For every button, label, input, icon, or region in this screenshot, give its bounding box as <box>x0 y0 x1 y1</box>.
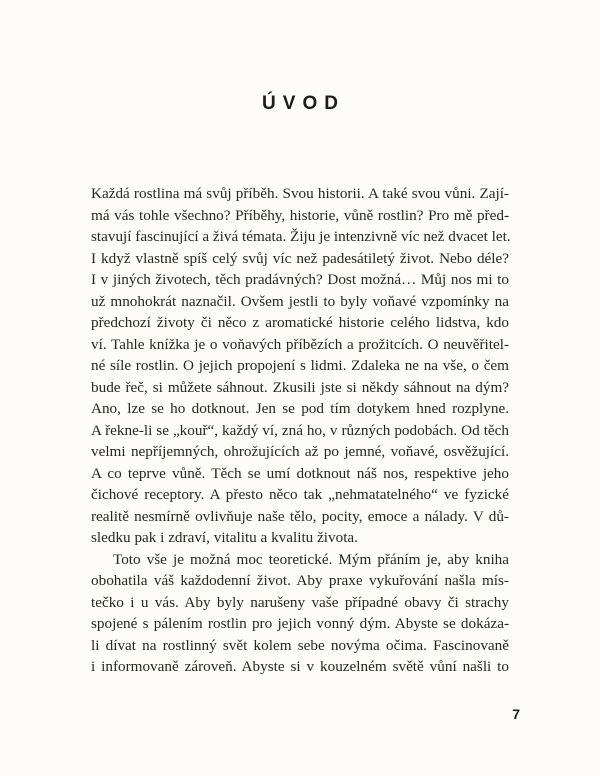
page-number: 7 <box>512 706 520 722</box>
chapter-title: ÚVOD <box>262 93 345 114</box>
text-line: Ano, lze se ho dotknout. Jen se pod tím dotykem hned rozplyne. <box>91 400 509 417</box>
text-line: A řekne-li se „kouř“, každý ví, zná ho, v různých podobách. Od těch <box>91 421 509 439</box>
paragraph-start-line: Toto vše je možná moc teoretické. Mým přáním je, aby kniha <box>113 550 509 568</box>
text-line: spojené s pálením rostlin pro jejich vonný dým. Abyste se dokáza- <box>91 615 509 632</box>
text-line: čichové receptory. A přesto něco tak „nehmatatelného“ ve fyzické <box>91 486 509 503</box>
text-line: obohatila váš každodenní život. Aby praxe vykuřování našla mís- <box>91 572 509 589</box>
text-line: tečko i u vás. Aby byly narušeny vaše případné obavy či strachy <box>91 593 509 611</box>
text-line: realitě nesmírně ovlivňuje naše tělo, pocity, emoce a nálady. V dů- <box>91 507 509 525</box>
text-line: velmi nepříjemných, ohrožujících až po jemné, voňavé, osvěžující. <box>91 443 509 460</box>
text-line: A co teprve vůně. Těch se umí dotknout náš nos, respektive jeho <box>91 464 509 482</box>
text-line: li dívat na rostlinný svět kolem sebe novýma očima. Fascinovaně <box>91 636 509 654</box>
text-line: už mnohokrát naznačil. Ovšem jestli to byly voňavé vzpomínky na <box>91 292 509 310</box>
text-line: bude řeč, si můžete sáhnout. Zkusili jste si někdy sáhnout na dým? <box>91 378 509 396</box>
text-line: Každá rostlina má svůj příběh. Svou historii. A také svou vůni. Zají- <box>91 185 509 202</box>
text-line: I když vlastně spíš celý svůj víc než padesátiletý život. Nebo déle? <box>91 249 509 267</box>
text-line: i informovaně zároveň. Abyste si v kouzelném světě vůní našli to <box>91 658 509 675</box>
text-line: má vás tohle všechno? Příběhy, historie, vůně rostlin? Pro mě před- <box>91 206 509 224</box>
text-line: né síle rostlin. O jejich propojení s lidmi. Zdaleka ne na vše, o čem <box>91 357 509 374</box>
text-line: sledku pak i zdraví, vitalitu a kvalitu života. <box>91 529 358 546</box>
text-line: stavují fascinující a živá témata. Žiju je intenzivně víc než dvacet let. <box>91 228 511 245</box>
text-line: předchozí životy či něco z aromatické historie celého lidstva, kdo <box>91 314 509 331</box>
text-line: ví. Tahle knížka je o voňavých příbězích a prožitcích. O neuvěřitel- <box>91 335 509 353</box>
body-text <box>91 183 509 678</box>
text-line: I v jiných životech, těch pradávných? Dost možná… Můj nos mi to <box>91 271 509 288</box>
